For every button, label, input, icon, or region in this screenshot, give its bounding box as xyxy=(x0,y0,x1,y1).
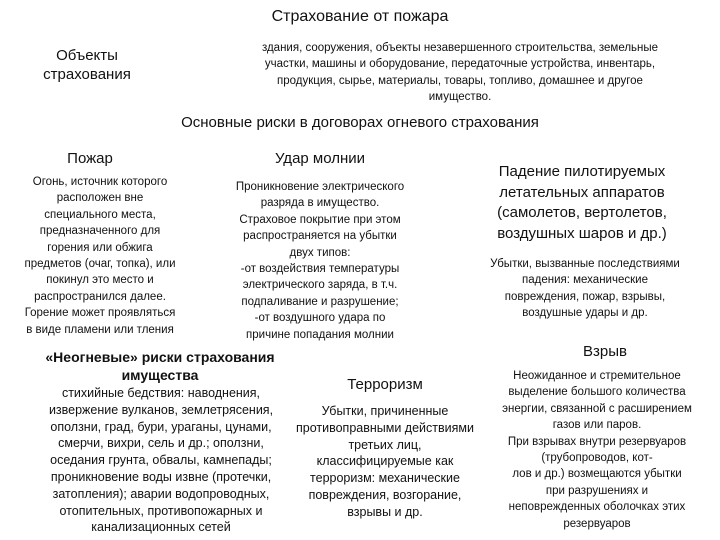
risks-heading: Основные риски в договорах огневого страхования xyxy=(181,114,539,131)
objects-label: Объекты страхования xyxy=(43,47,131,83)
explosion-heading: Взрыв xyxy=(583,343,627,360)
lightning-heading: Удар молнии xyxy=(274,150,366,167)
nonfire-heading: «Неогневые» риски страхования имущества xyxy=(45,349,275,383)
fire-heading: Пожар xyxy=(67,150,113,167)
page-title: Страхование от пожара xyxy=(271,8,449,25)
fire-text: Огонь, источник которого расположен вне специального места, предназначенного для горения или обжига предметов (очаг, топка), или покинул это место и распространился далее. Горение может проявляться в виде пламени или тления xyxy=(24,176,176,336)
terrorism-heading: Терроризм xyxy=(347,376,423,393)
explosion-text: Неожиданное и стремительное выделение большого количества энергии, связанной с расширением газов или паров. При взрывах внутри резервуаров (трубопроводов, кот- лов и др.) возмещаются убытки при разрушениях и неповрежденных оболочках этих резервуаров xyxy=(502,370,692,530)
lightning-text: Проникновение электрического разряда в имущество. Страховое покрытие при этом распространяется на убытки двух типов: -от воздействия температуры электрического заряда, в т.ч. подпаливание и разрушение; -от воздушного удара по причине попадания молнии xyxy=(235,181,405,341)
nonfire-text: стихийные бедствия: наводнения, извержение вулканов, землетрясения, оползни, град, бури, ураганы, цунами, смерчи, вихри, сель и др.; оползни, оседания грунта, обвалы, камнепады; проникновение воды извне (протечки, затопления); аварии водопроводных, отопительных, противопожарных и канализационных сетей xyxy=(48,386,274,535)
aircraft-heading: Падение пилотируемых летательных аппаратов (самолетов, вертолетов, воздушных шаров и др.) xyxy=(497,163,667,242)
terrorism-text: Убытки, причиненные противоправными действиями третьих лиц, классифицируемые как терроризм: механические повреждения, возгорание, взрывы и др. xyxy=(296,404,474,519)
objects-text: здания, сооружения, объекты незавершенного строительства, земельные участки, машины и оборудование, передаточные устройства, инвентарь, продукция, сырье, материалы, товары, топливо, домашнее и другое имущество. xyxy=(261,42,659,104)
aircraft-text: Убытки, вызванные последствиями падения: механические повреждения, пожар, взрывы, воздушные удары и др. xyxy=(490,258,680,320)
